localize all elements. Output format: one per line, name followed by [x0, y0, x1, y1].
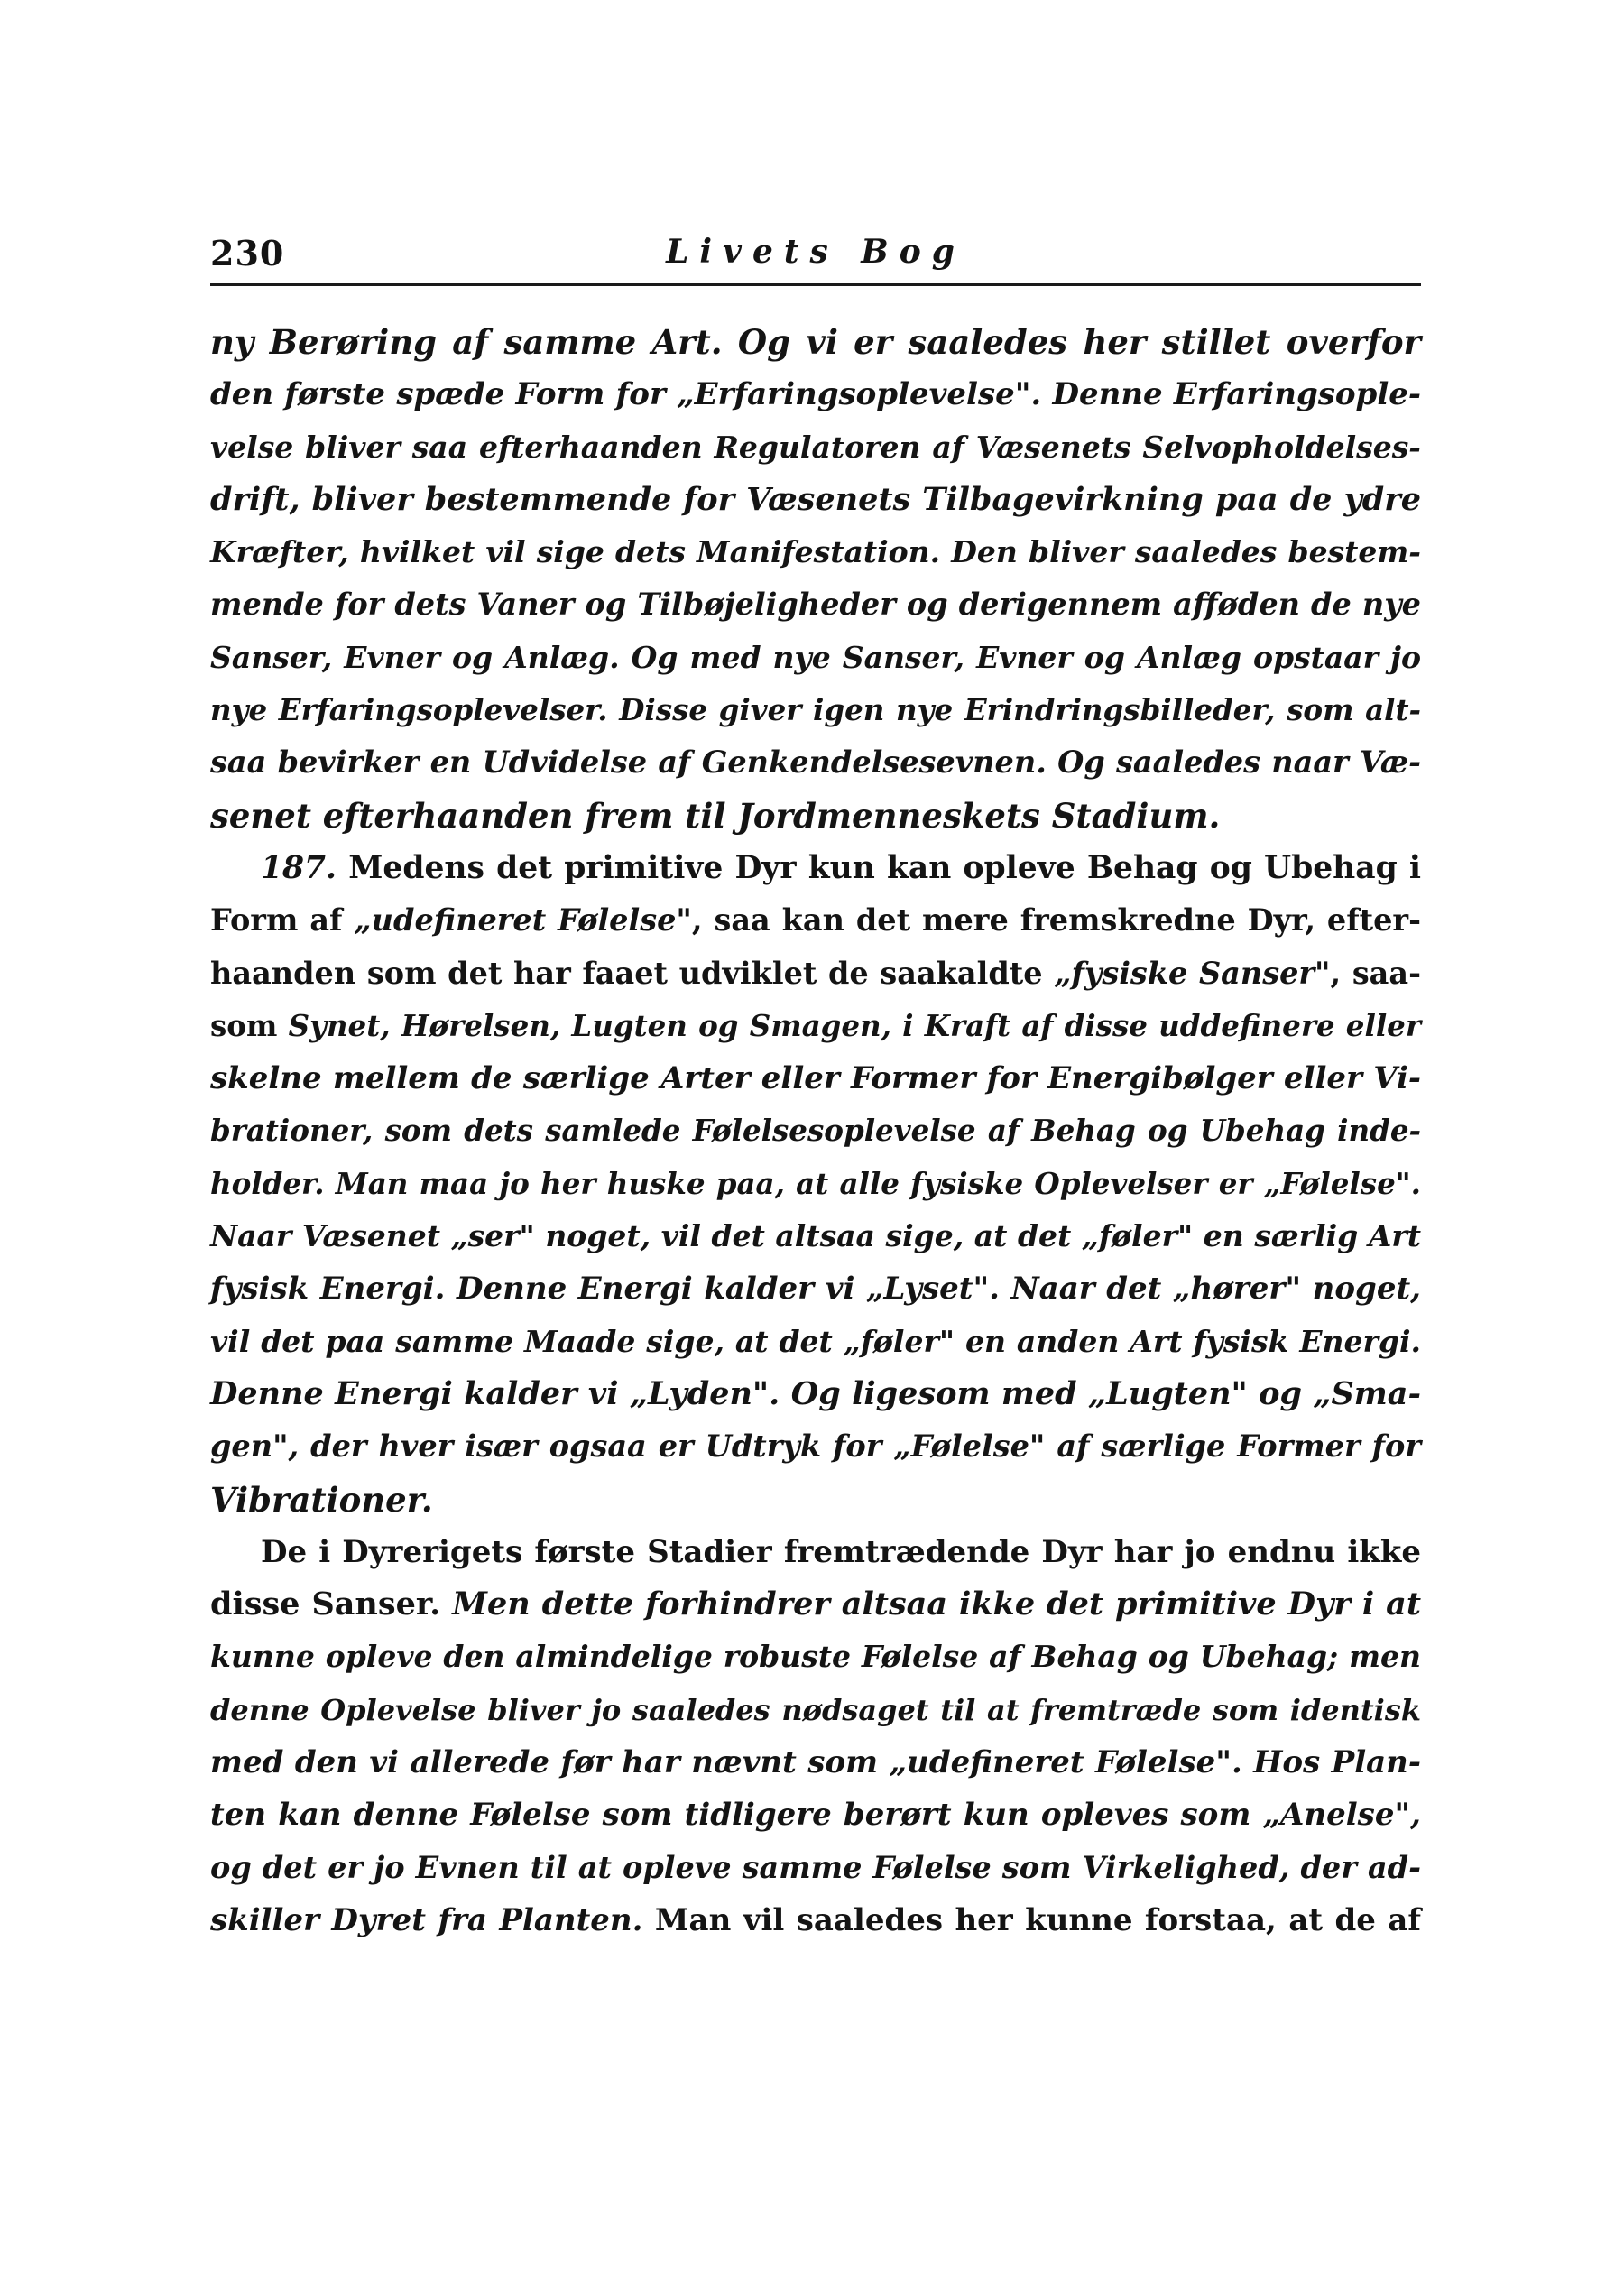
italic-text-segment: med den vi allerede før har nævnt som „udefineret Følelse". Hos Plan-	[210, 1744, 1421, 1781]
italic-text-segment: saa bevirker en Udvidelse af Genkendelsesevnen. Og saaledes naar Væ-	[210, 744, 1421, 781]
text-line	[210, 421, 1421, 474]
text-segment: , saa-	[1330, 955, 1421, 991]
italic-text-segment: denne Oplevelse bliver jo saaledes nødsaget til at fremtræde som identisk	[210, 1692, 1421, 1727]
text-segment: Medens det primitive Dyr kun kan opleve Behag og Ubehag i	[337, 849, 1421, 886]
italic-text-segment: gen", der hver især ogsaa er Udtryk for „Følelse" af særlige Former for	[210, 1429, 1421, 1465]
text-line	[210, 1684, 1421, 1736]
text-line	[210, 1526, 1421, 1578]
italic-text-segment: brationer, som dets samlede Følelsesoplevelse af Behag og Ubehag inde-	[210, 1113, 1421, 1149]
text-line	[210, 1052, 1421, 1105]
page-number: 230	[210, 233, 285, 273]
italic-text-segment: Men dette forhindrer altsaa ikke det primitive Dyr i at	[452, 1586, 1421, 1623]
text-line	[210, 1262, 1421, 1315]
text-segment: haanden som det har faaet udviklet de saakaldte	[210, 955, 1055, 991]
italic-text-segment: skelne mellem de særlige Arter eller Former for Energibølger eller Vi-	[210, 1060, 1421, 1097]
text-line	[210, 1000, 1421, 1052]
text-segment: som	[210, 1007, 289, 1043]
italic-text-segment: mende for dets Vaner og Tilbøjeligheder og derigennem afføden de nye	[210, 587, 1421, 623]
text-line	[210, 684, 1421, 736]
text-line	[210, 1474, 1421, 1526]
italic-text-segment: kunne opleve den almindelige robuste Følelse af Behag og Ubehag; men	[210, 1639, 1421, 1675]
text-line	[210, 1316, 1421, 1368]
italic-text-segment: Denne Energi kalder vi „Lyden". Og ligesom med „Lugten" og „Sma-	[210, 1374, 1421, 1412]
text-line	[210, 526, 1421, 578]
text-line	[210, 1842, 1421, 1894]
text-line	[210, 948, 1421, 1000]
text-line	[210, 368, 1421, 421]
italic-text-segment: ten kan denne Følelse som tidligere berørt kun opleves som „Anelse",	[210, 1797, 1421, 1834]
text-line	[210, 1736, 1421, 1789]
text-line	[210, 316, 1421, 368]
italic-text-segment: vil det paa samme Maade sige, at det „føler" en anden Art fysisk Energi.	[210, 1323, 1421, 1359]
text-line	[210, 474, 1421, 526]
italic-text-segment: den første spæde Form for „Erfaringsoplevelse". Denne Erfaringsople-	[210, 376, 1421, 413]
text-line	[210, 1210, 1421, 1262]
text-line	[210, 1894, 1421, 1946]
italic-text-segment: Naar Væsenet „ser" noget, vil det altsaa sige, at det „føler" en særlig Art	[210, 1218, 1421, 1254]
italic-text-segment: drift, bliver bestemmende for Væsenets Tilbagevirkning paa de ydre	[210, 480, 1421, 518]
text-segment: , saa kan det mere fremskredne Dyr, efter-	[691, 902, 1421, 938]
italic-text-segment: senet efterhaanden frem til Jordmenneskets Stadium.	[210, 795, 1221, 836]
text-line	[210, 1578, 1421, 1631]
italic-text-segment: Kræfter, hvilket vil sige dets Manifestation. Den bliver saaledes bestem-	[210, 534, 1421, 570]
book-title: Livets Bog	[666, 233, 965, 271]
text-line	[210, 1789, 1421, 1841]
italic-text-segment: nye Erfaringsoplevelser. Disse giver igen nye Erindringsbilleder, som alt-	[210, 692, 1421, 728]
italic-text-segment: holder. Man maa jo her huske paa, at alle fysiske Oplevelser er „Følelse".	[210, 1165, 1421, 1201]
text-segment: Man vil saaledes her kunne forstaa, at de af	[642, 1901, 1421, 1938]
text-line	[210, 1420, 1421, 1473]
italic-text-segment: og det er jo Evnen til at opleve samme Følelse som Virkelighed, der ad-	[210, 1849, 1421, 1885]
text-segment: Form af	[210, 902, 355, 938]
text-line	[210, 790, 1421, 842]
text-line	[210, 1158, 1421, 1210]
running-head	[210, 229, 1421, 286]
text-line	[210, 1631, 1421, 1683]
text-line	[210, 578, 1421, 631]
text-segment: disse Sanser.	[210, 1586, 453, 1623]
body-text	[210, 316, 1421, 1946]
italic-text-segment: skiller Dyret fra Planten.	[210, 1901, 643, 1938]
text-line	[210, 1368, 1421, 1420]
italic-text-segment: Sanser, Evner og Anlæg. Og med nye Sanser, Evner og Anlæg opstaar jo	[210, 639, 1421, 675]
text-line	[210, 1105, 1421, 1157]
italic-text-segment: Synet, Hørelsen, Lugten og Smagen, i Kraft af disse uddefinere eller	[288, 1007, 1421, 1043]
italic-text-segment: velse bliver saa efterhaanden Regulatoren af Væsenets Selvopholdelses-	[210, 429, 1421, 465]
italic-text-segment: Vibrationer.	[210, 1479, 433, 1520]
text-line	[210, 842, 1421, 894]
italic-text-segment: fysisk Energi. Denne Energi kalder vi „Lyset". Naar det „hører" noget,	[210, 1271, 1421, 1308]
text-segment: De i Dyrerigets første Stadier fremtrædende Dyr har jo endnu ikke	[261, 1533, 1421, 1570]
italic-text-segment: „fysiske Sanser"	[1054, 955, 1331, 991]
text-line	[210, 894, 1421, 947]
italic-text-segment: „udefineret Følelse"	[354, 902, 692, 938]
text-line	[210, 632, 1421, 684]
italic-text-segment: 187.	[261, 849, 337, 886]
italic-text-segment: ny Berøring af samme Art. Og vi er saaledes her stillet overfor	[210, 322, 1421, 362]
text-line	[210, 736, 1421, 789]
